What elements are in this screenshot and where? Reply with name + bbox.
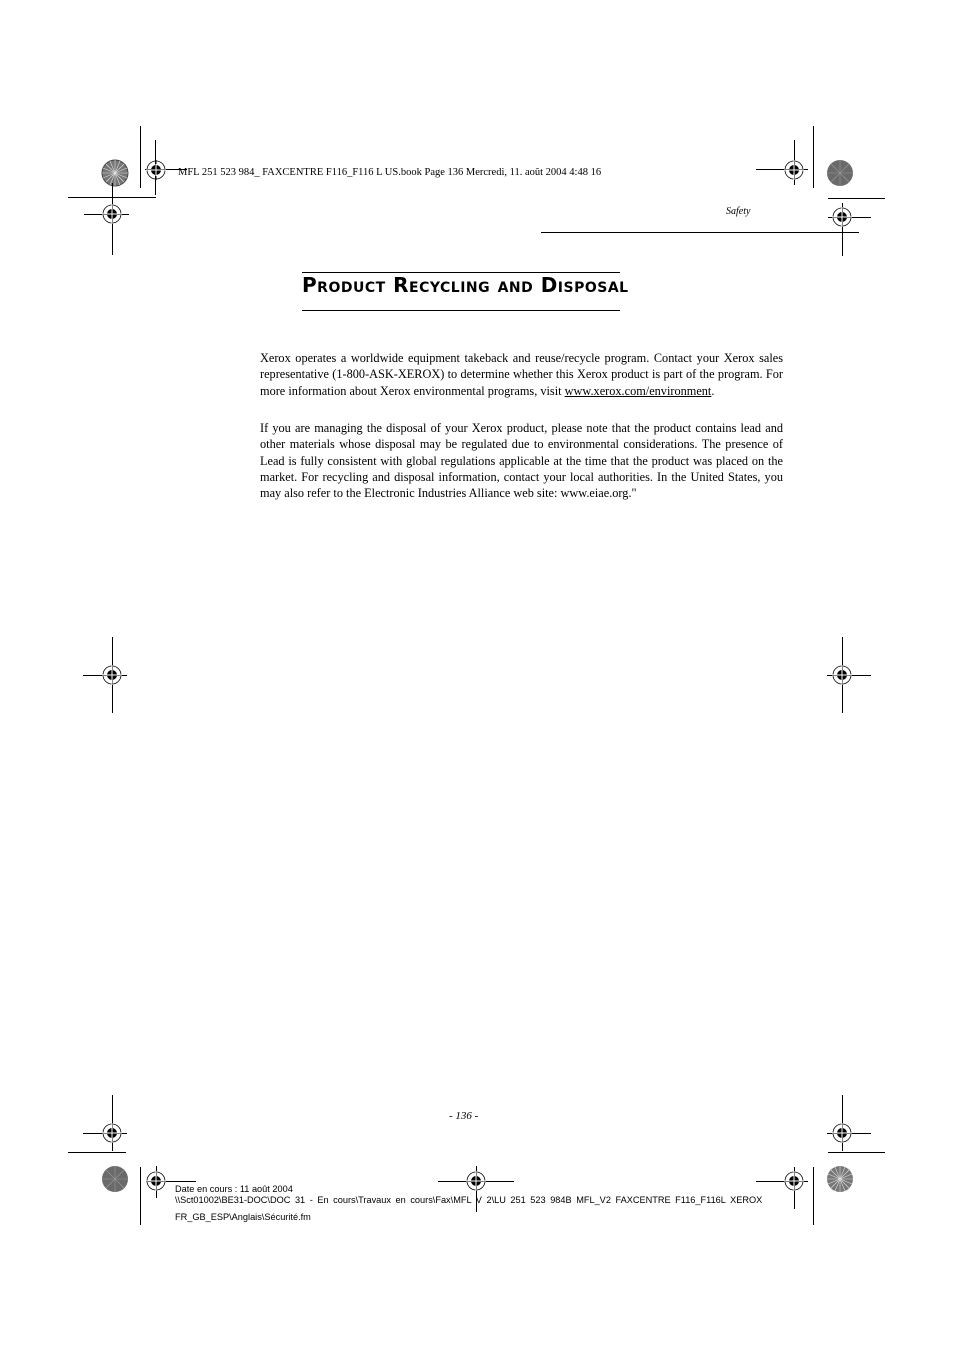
starburst-target-icon [101, 159, 129, 187]
header-rule [541, 232, 859, 233]
paragraph-takeback-program [260, 350, 783, 399]
registration-target-icon [832, 1123, 852, 1143]
registration-target-icon [102, 204, 122, 224]
starburst-target-icon [101, 1165, 129, 1193]
footer-date: Date en cours : 11 août 2004 [175, 1184, 293, 1194]
print-job-info: MFL 251 523 984_ FAXCENTRE F116_F116 L US.book Page 136 Mercredi, 11. août 2004 4:48 16 [178, 167, 602, 178]
registration-target-icon [466, 1171, 486, 1191]
page-title: Product Recycling and Disposal [302, 273, 629, 297]
registration-target-icon [102, 665, 122, 685]
registration-target-icon [146, 1171, 166, 1191]
running-header-section: Safety [726, 206, 751, 217]
title-rule-bottom [302, 310, 620, 311]
paragraph-text-end: . [711, 383, 715, 398]
registration-target-icon [784, 1171, 804, 1191]
registration-target-icon [146, 160, 166, 180]
footer-file-path: \\Sct01002\BE31-DOC\DOC 31 - En cours\Travaux en cours\Fax\MFL V 2\LU 251 523 984B MFL_V2 FAXCENTRE F116_F116L XEROX [175, 1195, 763, 1205]
paragraph-text: Xerox operates a worldwide equipment takeback and reuse/recycle program. Contact your Xerox sales representative (1-800-ASK-XEROX) to determine whether this Xerox product is part of the program. For more information about Xerox environmental programs, visit [260, 351, 783, 398]
footer-file-name: FR_GB_ESP\Anglais\Sécurité.fm [175, 1212, 311, 1222]
registration-target-icon [102, 1123, 122, 1143]
paragraph-disposal-notice: If you are managing the disposal of your Xerox product, please note that the product contains lead and other materials whose disposal may be regulated due to environmental considerations. The presence of Lead is fully consistent with global regulations applicable at the time that the product was placed on the market. For recycling and disposal information, contact your local authorities. In the United States, you may also refer to the Electronic Industries Alliance web site: www.eiae.org." [260, 421, 783, 501]
xerox-environment-link[interactable]: www.xerox.com/environment [564, 383, 712, 398]
registration-target-icon [784, 160, 804, 180]
registration-target-icon [832, 207, 852, 227]
starburst-target-icon [826, 1165, 854, 1193]
starburst-target-icon [826, 159, 854, 187]
page-number: - 136 - [449, 1110, 479, 1122]
registration-target-icon [832, 665, 852, 685]
